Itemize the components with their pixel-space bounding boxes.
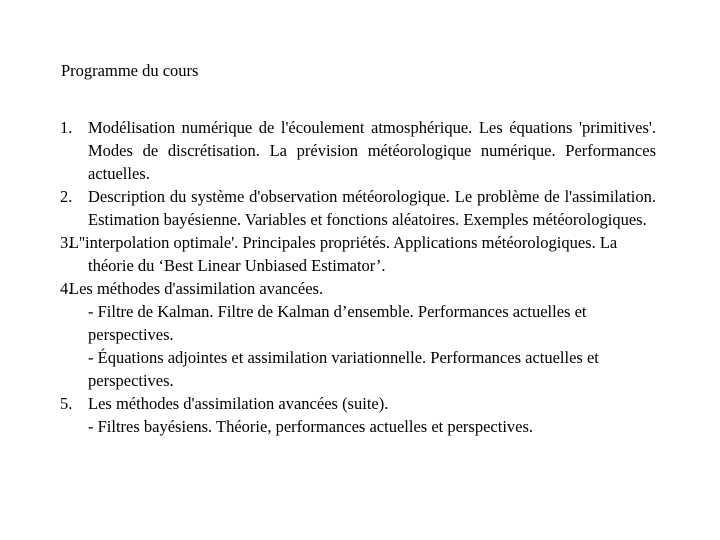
sub-item-text: - Filtre de Kalman. Filtre de Kalman d’ensemble. Performances actuelles et perspectives. [88,302,587,344]
slide-title: Programme du cours [61,61,199,80]
list-item-2 [60,185,656,231]
sub-item-text: - Filtres bayésiens. Théorie, performances actuelles et perspectives. [88,417,534,436]
sub-item-text: - Équations adjointes et assimilation variationnelle. Performances actuelles et perspectives. [88,348,599,390]
list-item-5 [60,392,656,438]
item-text [69,277,656,300]
item-number: 3. [60,233,73,252]
list-item-1 [60,116,656,185]
list-item-3 [60,231,656,277]
sub-item [88,415,656,438]
list-item-4 [60,277,656,392]
course-outline-list [60,116,656,438]
sub-item [88,300,656,346]
item-text: Modélisation numérique de l'écoulement atmosphérique. Les équations 'primitives'. Modes de discrétisation. La prévision météorologique numérique. Performances actuelles. [88,118,656,183]
item-text: Les méthodes d'assimilation avancées (suite). [88,394,389,413]
item-text [69,231,656,277]
item-text-content: L''interpolation optimale'. Principales propriétés. Applications météorologiques. La théorie du ‘Best Linear Unbiased Estimator’. [69,233,618,275]
item-text: Description du système d'observation météorologique. Le problème de l'assimilation. Estimation bayésienne. Variables et fonctions aléatoires. Exemples météorologiques. [88,187,656,229]
item-text-content: Les méthodes d'assimilation avancées. [69,279,324,298]
item-number: 1. [60,118,73,137]
item-number: 5. [60,394,73,413]
item-number: 4. [60,279,73,298]
sub-item [88,346,656,392]
item-number: 2. [60,187,73,206]
